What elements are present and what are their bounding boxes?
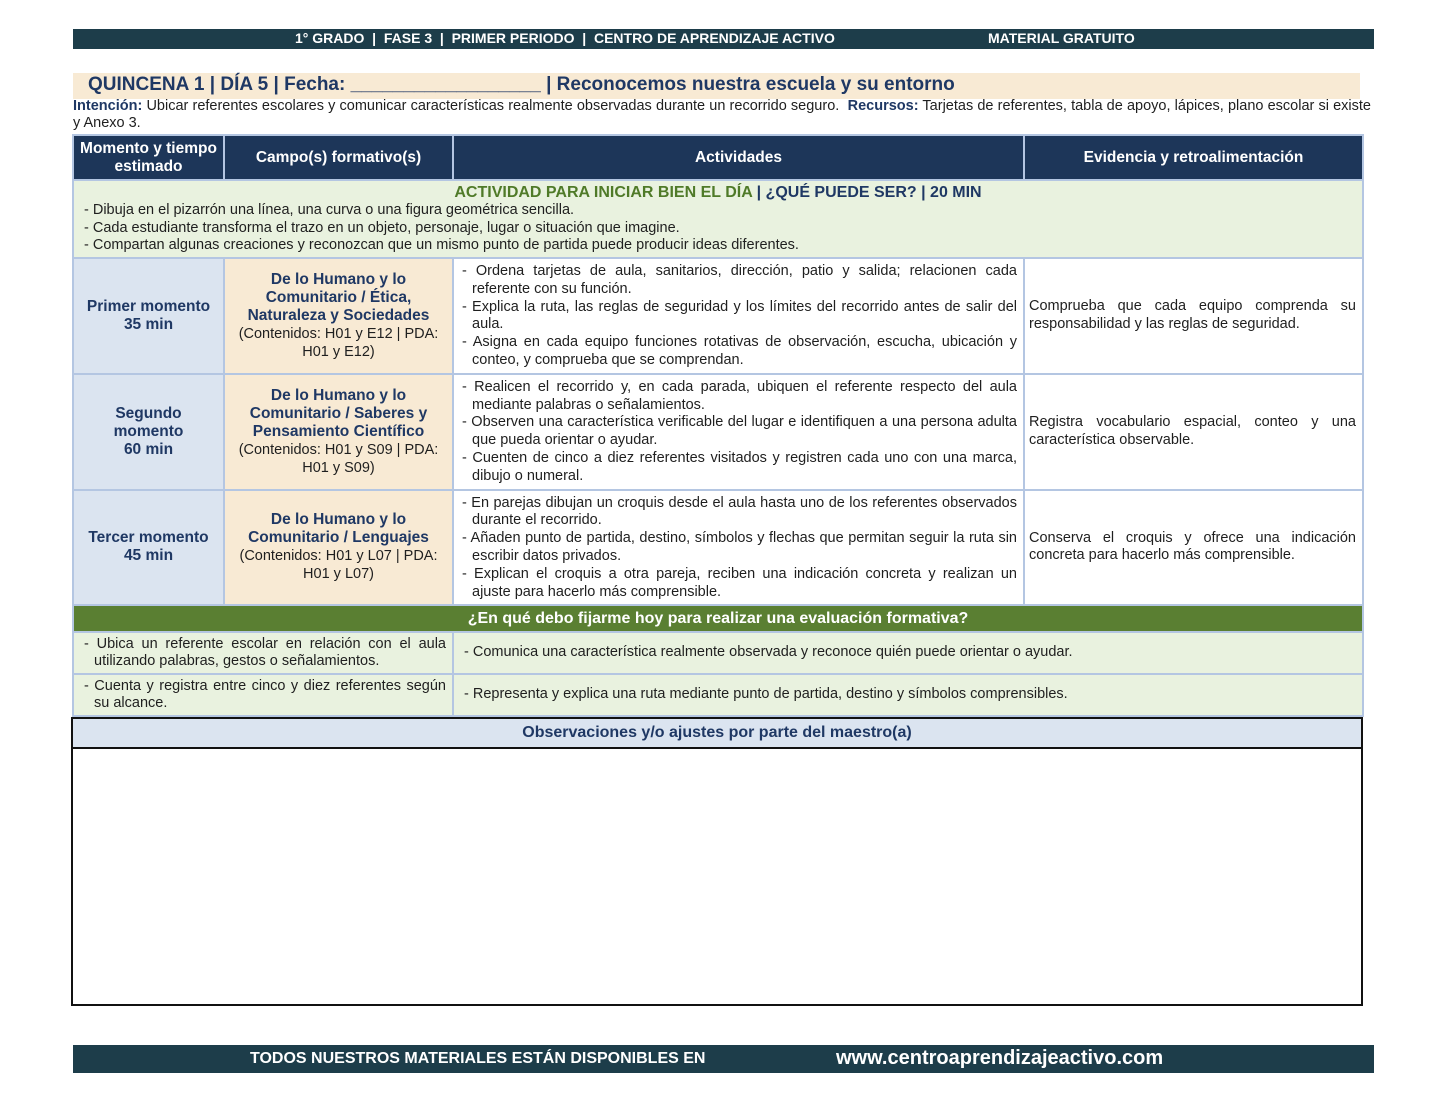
evaluation-item-cell (453, 674, 1363, 716)
header-moment: Momento y tiempo estimado (73, 135, 224, 180)
evaluation-item-cell (453, 632, 1363, 674)
lesson-plan-table (72, 134, 1364, 717)
intent-paragraph (73, 98, 1371, 132)
activity-item: - Explican el croquis a otra pareja, reciben una indicación concreta y realizan un ajuste para hacerlo más comprensible. (462, 565, 1017, 600)
page-title: QUINCENA 1 | DÍA 5 | Fecha: __________________ | Reconocemos nuestra escuela y su entorno (88, 74, 955, 95)
evaluation-item-cell (73, 632, 453, 674)
header-info: 1° GRADO | FASE 3 | PRIMER PERIODO | CENTRO DE APRENDIZAJE ACTIVO (295, 30, 835, 46)
evaluation-title-row (73, 605, 1363, 632)
field-cell (224, 258, 453, 374)
title-bar (73, 73, 1360, 99)
header-free-material: MATERIAL GRATUITO (988, 30, 1135, 46)
evaluation-item: - Ubica un referente escolar en relación con el aula utilizando palabras, gestos o señalamientos. (84, 635, 446, 670)
moment-name: Primer momento (86, 297, 211, 315)
evaluation-row (73, 674, 1363, 716)
moment-time: 35 min (123, 315, 174, 333)
activity-item: - Realicen el recorrido y, en cada parada, ubiquen el referente respecto del aula mediante palabras o señalamientos. (462, 378, 1017, 413)
observations-title: Observaciones y/o ajustes por parte del maestro(a) (73, 719, 1361, 749)
activity-item: - Cuenten de cinco a diez referentes visitados y registren cada uno con una marca, dibujo o numeral. (462, 449, 1017, 484)
warmup-row (73, 180, 1363, 258)
observations-area[interactable] (73, 749, 1361, 1004)
moment-name: Tercer momento (88, 529, 209, 547)
warmup-item: - Dibuja en el pizarrón una línea, una curva o una figura geométrica sencilla. (84, 202, 575, 219)
activities-cell (453, 490, 1024, 606)
top-header-bar (73, 29, 1374, 49)
warmup-item: - Compartan algunas creaciones y reconozcan que un mismo punto de partida puede producir ideas diferentes. (84, 237, 799, 254)
field-contents: (Contenidos: H01 y S09 | PDA: H01 y S09) (238, 441, 439, 476)
evaluation-item: - Comunica una característica realmente observada y reconoce quién puede orientar o ayudar. (464, 644, 1073, 661)
evidence-cell: Conserva el croquis y ofrece una indicación concreta para hacerlo más comprensible. (1024, 490, 1363, 606)
warmup-cell (73, 180, 1363, 258)
header-activities: Actividades (453, 135, 1024, 180)
activity-item: - En parejas dibujan un croquis desde el aula hasta uno de los referentes observados durante el recorrido. (462, 494, 1017, 529)
activities-cell (453, 374, 1024, 490)
field-cell (224, 374, 453, 490)
evaluation-item: - Cuenta y registra entre cinco y diez referentes según su alcance. (84, 677, 446, 712)
warmup-title-detail: | ¿QUÉ PUEDE SER? | 20 MIN (752, 184, 982, 202)
moment-row-2 (73, 374, 1363, 490)
warmup-list (74, 202, 1362, 257)
evidence-cell: Registra vocabulario espacial, conteo y una característica observable. (1024, 374, 1363, 490)
header-evidence: Evidencia y retroalimentación (1024, 135, 1363, 180)
warmup-title (74, 181, 1362, 202)
moment-name: Segundo momento (113, 404, 184, 440)
activity-item: - Ordena tarjetas de aula, sanitarios, dirección, patio y salida; relacionen cada referente con su función. (462, 263, 1017, 297)
footer-url-link[interactable]: www.centroaprendizajeactivo.com (836, 1047, 1164, 1069)
field-contents: (Contenidos: H01 y L07 | PDA: H01 y L07) (239, 548, 438, 583)
intent-text: Ubicar referentes escolares y comunicar características realmente observadas durante un recorrido seguro. (146, 98, 840, 114)
field-name: De lo Humano y lo Comunitario / Lenguajes (248, 511, 429, 547)
activity-item: - Observen una característica verificable del lugar e identifiquen a una persona adulta que pueda orientar o ayudar. (462, 414, 1017, 449)
field-contents: (Contenidos: H01 y E12 | PDA: H01 y E12) (238, 325, 439, 360)
warmup-title-main: ACTIVIDAD PARA INICIAR BIEN EL DÍA (454, 184, 753, 202)
evaluation-item: - Representa y explica una ruta mediante punto de partida, destino y símbolos comprensibles. (464, 686, 1068, 703)
resources-text: Tarjetas de referentes, tabla de apoyo, lápices, plano escolar si existe y Anexo 3. (73, 98, 1371, 131)
moment-time: 45 min (123, 547, 174, 565)
observations-box (71, 717, 1363, 1006)
field-cell (224, 490, 453, 606)
field-name: De lo Humano y lo Comunitario / Saberes y Pensamiento Científico (249, 386, 428, 440)
evaluation-item-cell (73, 674, 453, 716)
activity-item: - Asigna en cada equipo funciones rotativas de observación, escucha, ubicación y conteo, y comprueba que se comprendan. (462, 334, 1017, 368)
footer-bar (73, 1045, 1374, 1073)
header-field: Campo(s) formativo(s) (224, 135, 453, 180)
resources-label: Recursos: (847, 98, 919, 114)
moment-cell (73, 490, 224, 606)
warmup-item: - Cada estudiante transforma el trazo en un objeto, personaje, lugar o situación que imagine. (84, 219, 680, 236)
moment-row-1 (73, 258, 1363, 374)
moment-cell (73, 258, 224, 374)
footer-text: TODOS NUESTROS MATERIALES ESTÁN DISPONIBLES EN (250, 1050, 706, 1067)
activities-cell (453, 258, 1024, 374)
evidence-cell: Comprueba que cada equipo comprenda su responsabilidad y las reglas de seguridad. (1024, 258, 1363, 374)
evaluation-title: ¿En qué debo fijarme hoy para realizar una evaluación formativa? (73, 605, 1363, 632)
evaluation-row (73, 632, 1363, 674)
intent-label: Intención: (73, 98, 143, 114)
table-header-row (73, 135, 1363, 180)
moment-time: 60 min (123, 440, 174, 458)
field-name: De lo Humano y lo Comunitario / Ética, Naturaleza y Sociedades (247, 270, 430, 324)
activity-item: - Explica la ruta, las reglas de seguridad y los límites del recorrido antes de salir del aula. (462, 298, 1017, 333)
moment-row-3 (73, 490, 1363, 606)
moment-cell (73, 374, 224, 490)
activity-item: - Añaden punto de partida, destino, símbolos y flechas que permitan seguir la ruta sin escribir datos privados. (462, 530, 1017, 564)
